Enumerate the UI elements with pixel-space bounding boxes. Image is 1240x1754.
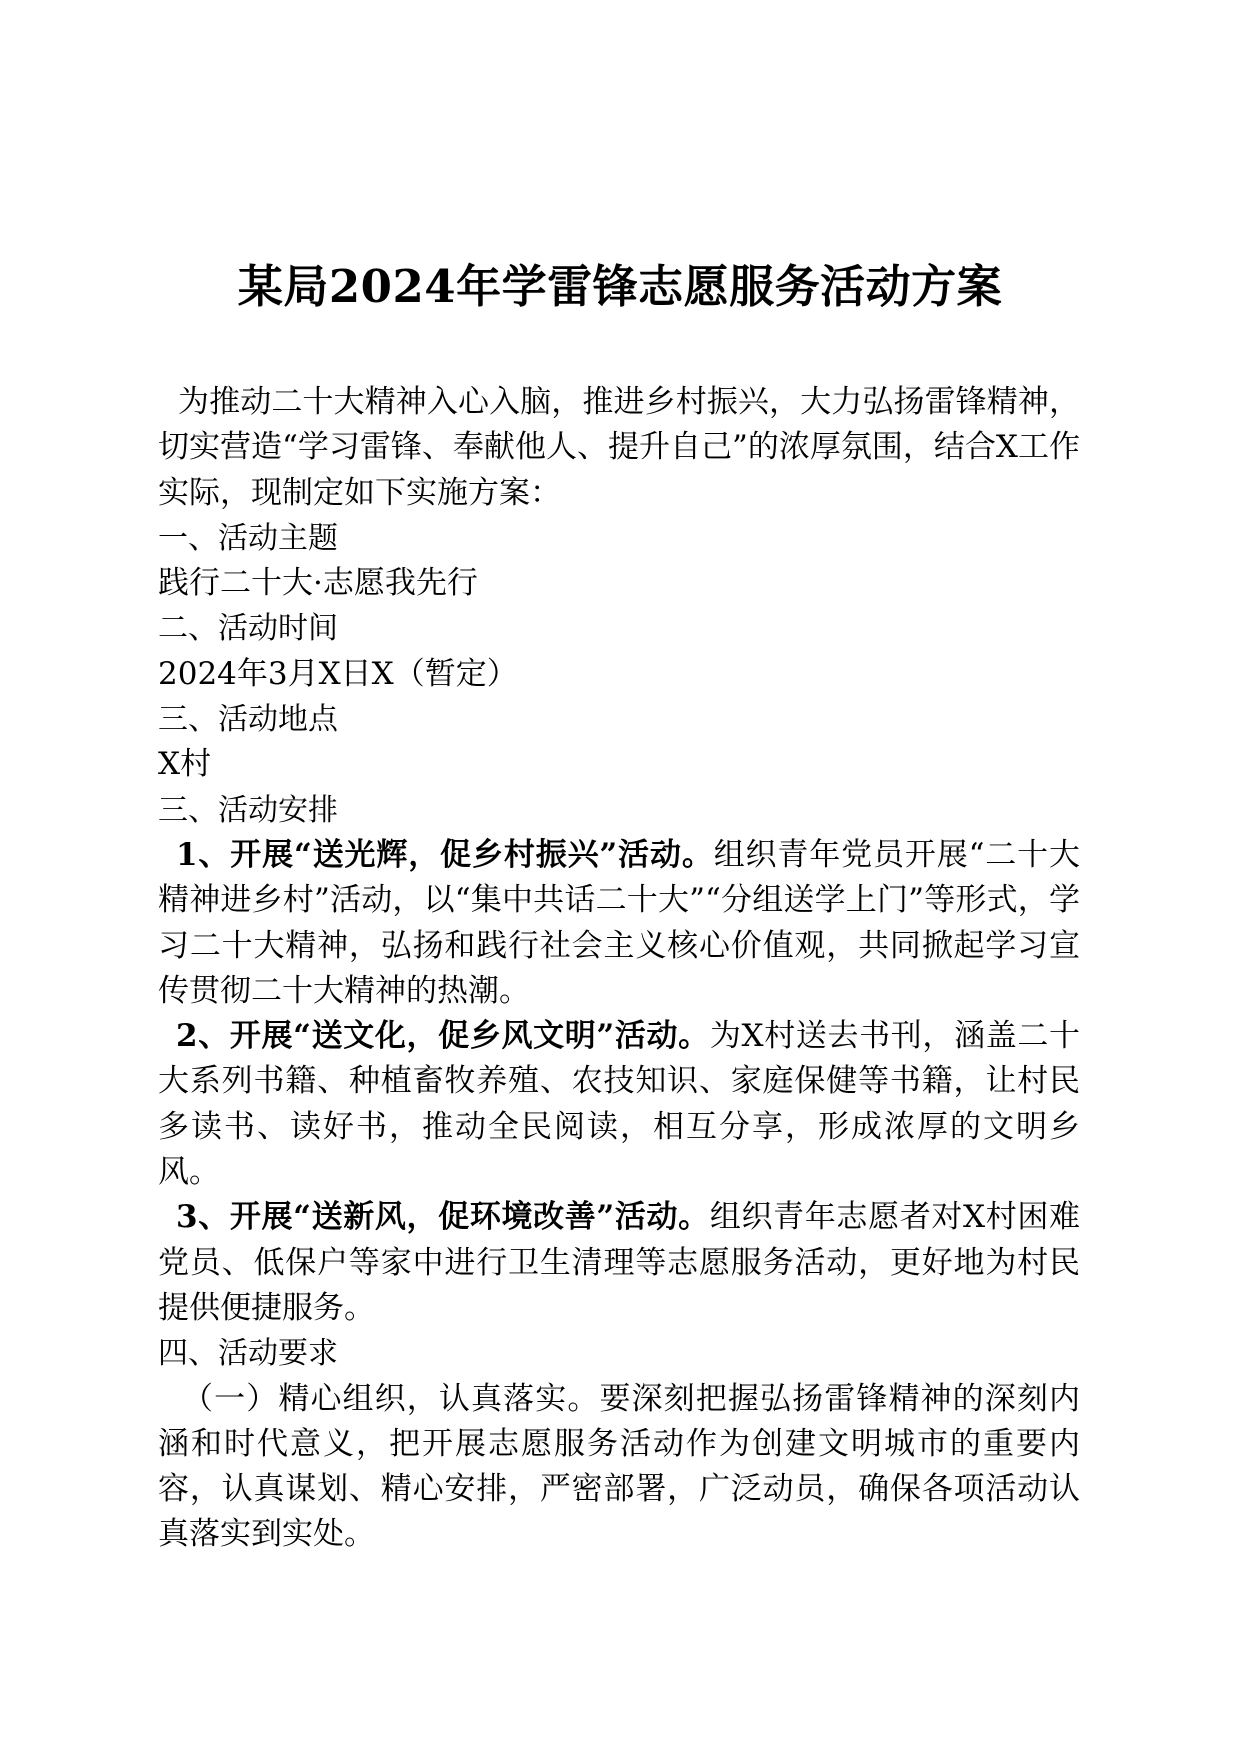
section-content-time: 2024年3月X日X（暂定） bbox=[158, 655, 518, 692]
section-heading-requirements: 四、活动要求 bbox=[158, 1336, 338, 1372]
section-heading-arrangement: 三、活动安排 bbox=[158, 792, 338, 828]
section-content-place: X村 bbox=[158, 746, 212, 783]
arrangement-item-2-lead: 2、开展“送文化，促乡风文明”活动。 bbox=[176, 1018, 710, 1055]
section-heading-place: 三、活动地点 bbox=[158, 702, 338, 738]
arrangement-item-3 bbox=[158, 1195, 1080, 1331]
section-content-theme: 践行二十大·志愿我先行 bbox=[158, 565, 478, 602]
arrangement-item-1 bbox=[158, 833, 1080, 1014]
requirement-item-1: （一）精心组织，认真落实。要深刻把握弘扬雷锋精神的深刻内涵和时代意义，把开展志愿服务活动作为创建文明城市的重要内容，认真谋划、精心安排，严密部署，广泛动员，确保各项活动认真落实到实处。 bbox=[158, 1380, 1080, 1553]
arrangement-item-3-lead: 3、开展“送新风，促环境改善”活动。 bbox=[176, 1199, 710, 1236]
arrangement-item-1-lead: 1、开展“送光辉，促乡村振兴”活动。 bbox=[176, 836, 714, 873]
document-title: 某局2024年学雷锋志愿服务活动方案 bbox=[237, 260, 1003, 313]
arrangement-item-2-text: 为X村送去书刊，涵盖二十大系列书籍、种植畜牧养殖、农技知识、家庭保健等书籍，让村民多读书、读好书，推动全民阅读，相互分享，形成浓厚的文明乡风。 bbox=[158, 1018, 1081, 1191]
section-heading-time: 二、活动时间 bbox=[158, 611, 338, 647]
arrangement-item-1-text: 组织青年党员开展“二十大精神进乡村”活动，以“集中共话二十大”“分组送学上门”等形式，学习二十大精神，弘扬和践行社会主义核心价值观，共同掀起学习宣传贯彻二十大精神的热潮。 bbox=[158, 836, 1080, 1009]
document-body bbox=[158, 380, 1080, 1558]
intro-paragraph: 为推动二十大精神入心入脑，推进乡村振兴，大力弘扬雷锋精神，切实营造“学习雷锋、奉献他人、提升自己”的浓厚氛围，结合X工作实际，现制定如下实施方案： bbox=[158, 384, 1080, 511]
section-heading-theme: 一、活动主题 bbox=[158, 520, 338, 556]
arrangement-item-3-text: 组织青年志愿者对X村困难党员、低保户等家中进行卫生清理等志愿服务活动，更好地为村民提供便捷服务。 bbox=[158, 1199, 1081, 1326]
arrangement-item-2 bbox=[158, 1014, 1080, 1195]
